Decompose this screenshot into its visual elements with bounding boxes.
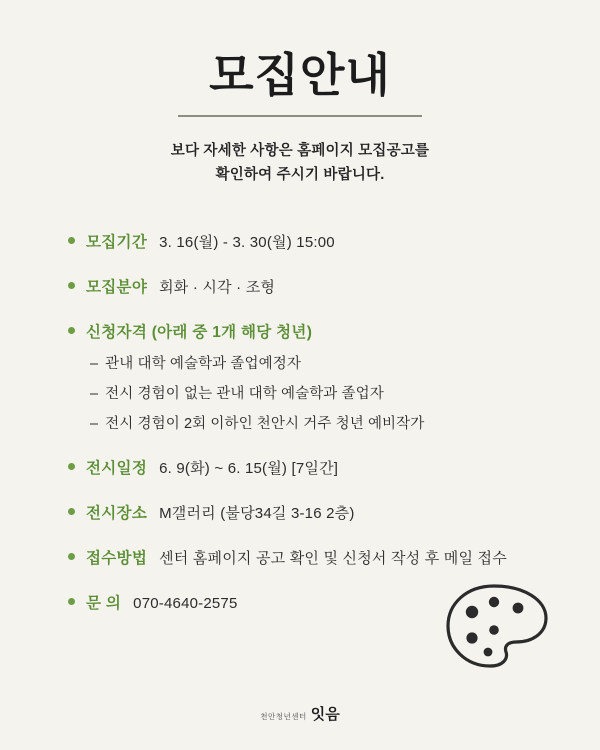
list-item [68, 456, 556, 478]
list-item [68, 275, 556, 297]
item-value: 6. 9(화) ~ 6. 15(월) [7일간] [159, 459, 339, 477]
item-label: 신청자격 (아래 중 1개 해당 청년) [86, 323, 313, 341]
bullet-icon [68, 327, 75, 334]
item-value: 3. 16(월) - 3. 30(월) 15:00 [159, 233, 335, 251]
item-value: 070-4640-2575 [133, 594, 238, 612]
sub-line-text: 전시 경험이 없는 관내 대학 예술학과 졸업자 [105, 385, 384, 402]
item-label: 문 의 [86, 594, 122, 612]
palette-icon [442, 580, 554, 672]
sub-line [90, 412, 556, 433]
header [44, 50, 556, 188]
item-label: 전시일정 [86, 459, 148, 477]
page-title: 모집안내 [209, 48, 391, 102]
footer-logo [260, 703, 339, 724]
subtitle-line-2: 확인하여 주시기 바랍니다. [215, 167, 385, 184]
list-item [68, 546, 556, 568]
bullet-icon [68, 508, 75, 515]
item-value: M갤러리 (불당34길 3-16 2층) [159, 504, 355, 522]
title-divider [178, 115, 422, 117]
bullet-icon [68, 237, 75, 244]
list-item [68, 320, 556, 433]
dash-mark: – [90, 355, 99, 372]
list-item [68, 501, 556, 523]
sub-line [90, 352, 556, 373]
item-value: 회화 · 시각 · 조형 [159, 278, 276, 296]
sub-line-text: 전시 경험이 2회 이하인 천안시 거주 청년 예비작가 [105, 415, 425, 432]
sub-line [90, 382, 556, 403]
subtitle-line-1: 보다 자세한 사항은 홈페이지 모집공고를 [170, 142, 430, 159]
footer [0, 703, 600, 724]
bullet-icon [68, 463, 75, 470]
item-label: 전시장소 [86, 504, 148, 522]
item-label: 접수방법 [86, 549, 148, 567]
dash-mark: – [90, 415, 99, 432]
bullet-icon [68, 282, 75, 289]
bullet-icon [68, 553, 75, 560]
item-value: 센터 홈페이지 공고 확인 및 신청서 작성 후 메일 접수 [159, 549, 507, 567]
info-list [44, 230, 556, 613]
item-label: 모집기간 [86, 233, 148, 251]
sub-line-text: 관내 대학 예술학과 졸업예정자 [105, 355, 301, 372]
footer-brand-name: 잇음 [310, 706, 340, 723]
sub-line-group [68, 352, 556, 433]
subtitle [44, 139, 556, 188]
item-label: 모집분야 [86, 278, 148, 296]
bullet-icon [68, 598, 75, 605]
list-item [68, 230, 556, 252]
footer-org-name: 천안청년센터 [260, 712, 307, 721]
dash-mark: – [90, 385, 99, 402]
